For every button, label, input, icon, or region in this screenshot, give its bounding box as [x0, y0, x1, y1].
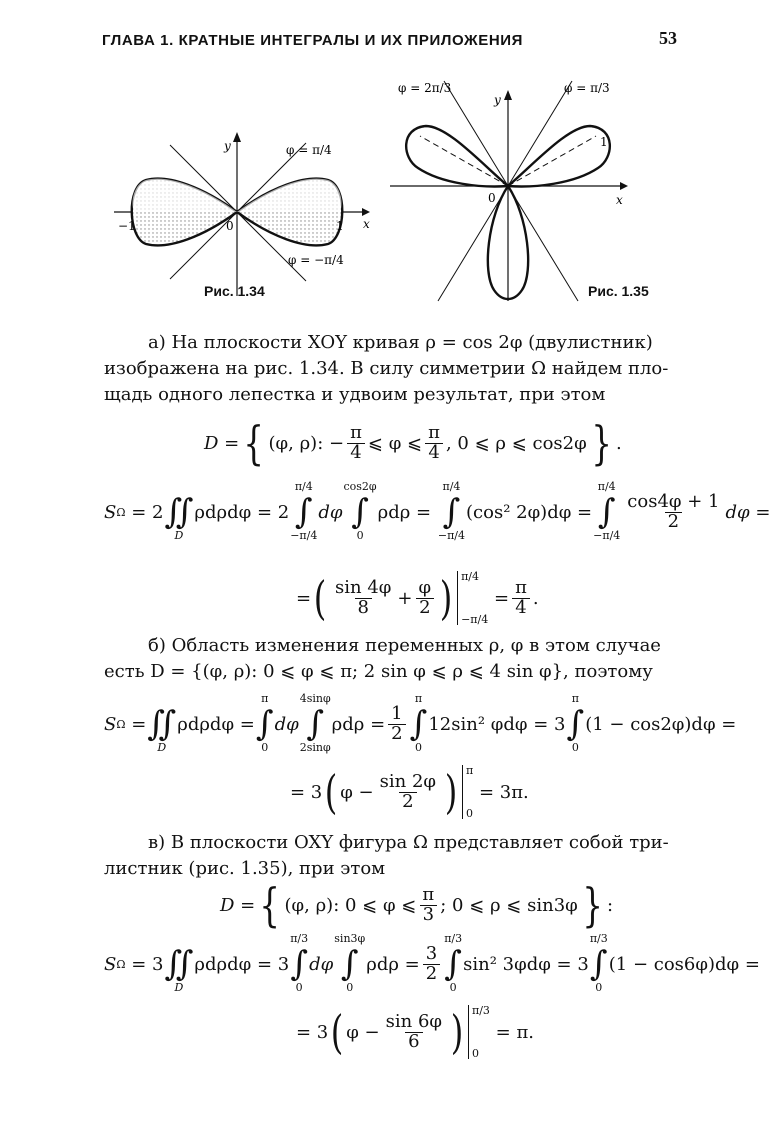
leaf-right-upper	[508, 126, 610, 186]
caption-1-34: Рис. 1.34	[204, 283, 265, 299]
bisector-right	[508, 136, 596, 186]
x-label: x	[363, 217, 370, 231]
x-axis-arrow	[620, 182, 628, 190]
tick-0: 0	[226, 219, 234, 233]
formula-D-c: D = { (φ, ρ): 0 ⩽ φ ⩽ $\frac{\pi}{3}$ ; 0 ⩽ ρ ⩽ sin3φ } :	[220, 878, 614, 932]
label-phi-pi4: φ = π/4	[286, 143, 332, 157]
tick-1: 1	[600, 135, 608, 149]
text-c-line2: листник (рис. 1.35), при этом	[104, 858, 386, 879]
formula-S-c: S Ω = 3 ∬ D ρdρdφ = 3 π/3 ∫ 0 dφ sin3φ ∫ 0 ρdρ = $\frac{3}{2}$ π/3 ∫ 0 sin² 3φdφ = 3 π/3 ∫ 0 (1 − cos6φ)dφ =	[104, 932, 760, 994]
tick-0: 0	[488, 191, 496, 205]
figure-1-35	[384, 76, 654, 308]
formula-result-a: = ( $\frac{\sin 4\varphi}{8}$ + $\frac{\varphi}{2}$ ) π/4 −π/4 = $\frac{\pi}{4}$ .	[296, 570, 539, 626]
x-label: x	[616, 193, 623, 207]
text-b-line2: есть D = {(φ, ρ): 0 ⩽ φ ⩽ π; 2 sin φ ⩽ ρ ⩽ 4 sin φ}, поэтому	[104, 661, 653, 682]
page-number: 53	[659, 28, 677, 48]
formula-D-a: D = { (φ, ρ): − $\frac{\pi}{4}$ ⩽ φ ⩽ $\frac{\pi}{4}$ , 0 ⩽ ρ ⩽ cos2φ } .	[204, 416, 622, 470]
caption-1-35: Рис. 1.35	[588, 283, 649, 299]
text-c-line1: в) В плоскости OXY фигура Ω представляет собой три-	[148, 832, 669, 853]
formula-result-c: = 3 ( φ − $\frac{\sin 6\varphi}{6}$ ) π/3 0 = π.	[296, 1004, 534, 1060]
leaf-left-upper	[406, 126, 508, 186]
text-b-line1: б) Область изменения переменных ρ, φ в этом случае	[148, 635, 661, 656]
text-a-line2: изображена на рис. 1.34. В силу симметрии Ω найдем пло-	[104, 358, 669, 379]
figure-1-34	[100, 128, 380, 308]
label-phi-pi3: φ = π/3	[564, 81, 610, 95]
formula-S-a: S Ω = 2 ∬ D ρdρdφ = 2 π/4 ∫ −π/4 dφ cos2φ ∫ 0 ρdρ = π/4 ∫ −π/4 (cos² 2φ)dφ = π/4 ∫ −π/4 $\frac{\cos 4\varphi + 1}{2}$ dφ =	[104, 480, 771, 542]
chapter-header: ГЛАВА 1. КРАТНЫЕ ИНТЕГРАЛЫ И ИХ ПРИЛОЖЕНИЯ	[102, 32, 524, 49]
label-phi-minus-pi4: φ = −π/4	[288, 253, 344, 267]
y-label: y	[224, 139, 231, 153]
y-axis-arrow	[233, 132, 241, 142]
x-axis-arrow	[362, 208, 370, 216]
y-label: y	[494, 93, 501, 107]
text-a-line3: щадь одного лепестка и удвоим результат, при этом	[104, 384, 606, 405]
formula-S-b: S Ω = ∬ D ρdρdφ = π ∫ 0 dφ 4sinφ ∫ 2sinφ ρdρ = $\frac{1}{2}$ π ∫ 0 12sin² φdφ = 3 π ∫ 0 (1 − cos2φ)dφ =	[104, 692, 737, 754]
tick-1: 1	[336, 219, 344, 233]
bisector-left	[420, 136, 508, 186]
text-a-line1: а) На плоскости XOY кривая ρ = cos 2φ (двулистник)	[148, 332, 653, 353]
y-axis-arrow	[504, 90, 512, 100]
tick-neg1: −1	[118, 219, 136, 233]
label-phi-2pi3: φ = 2π/3	[398, 81, 452, 95]
formula-result-b: = 3 ( φ − $\frac{\sin 2\varphi}{2}$ ) π 0 = 3π.	[290, 764, 529, 820]
